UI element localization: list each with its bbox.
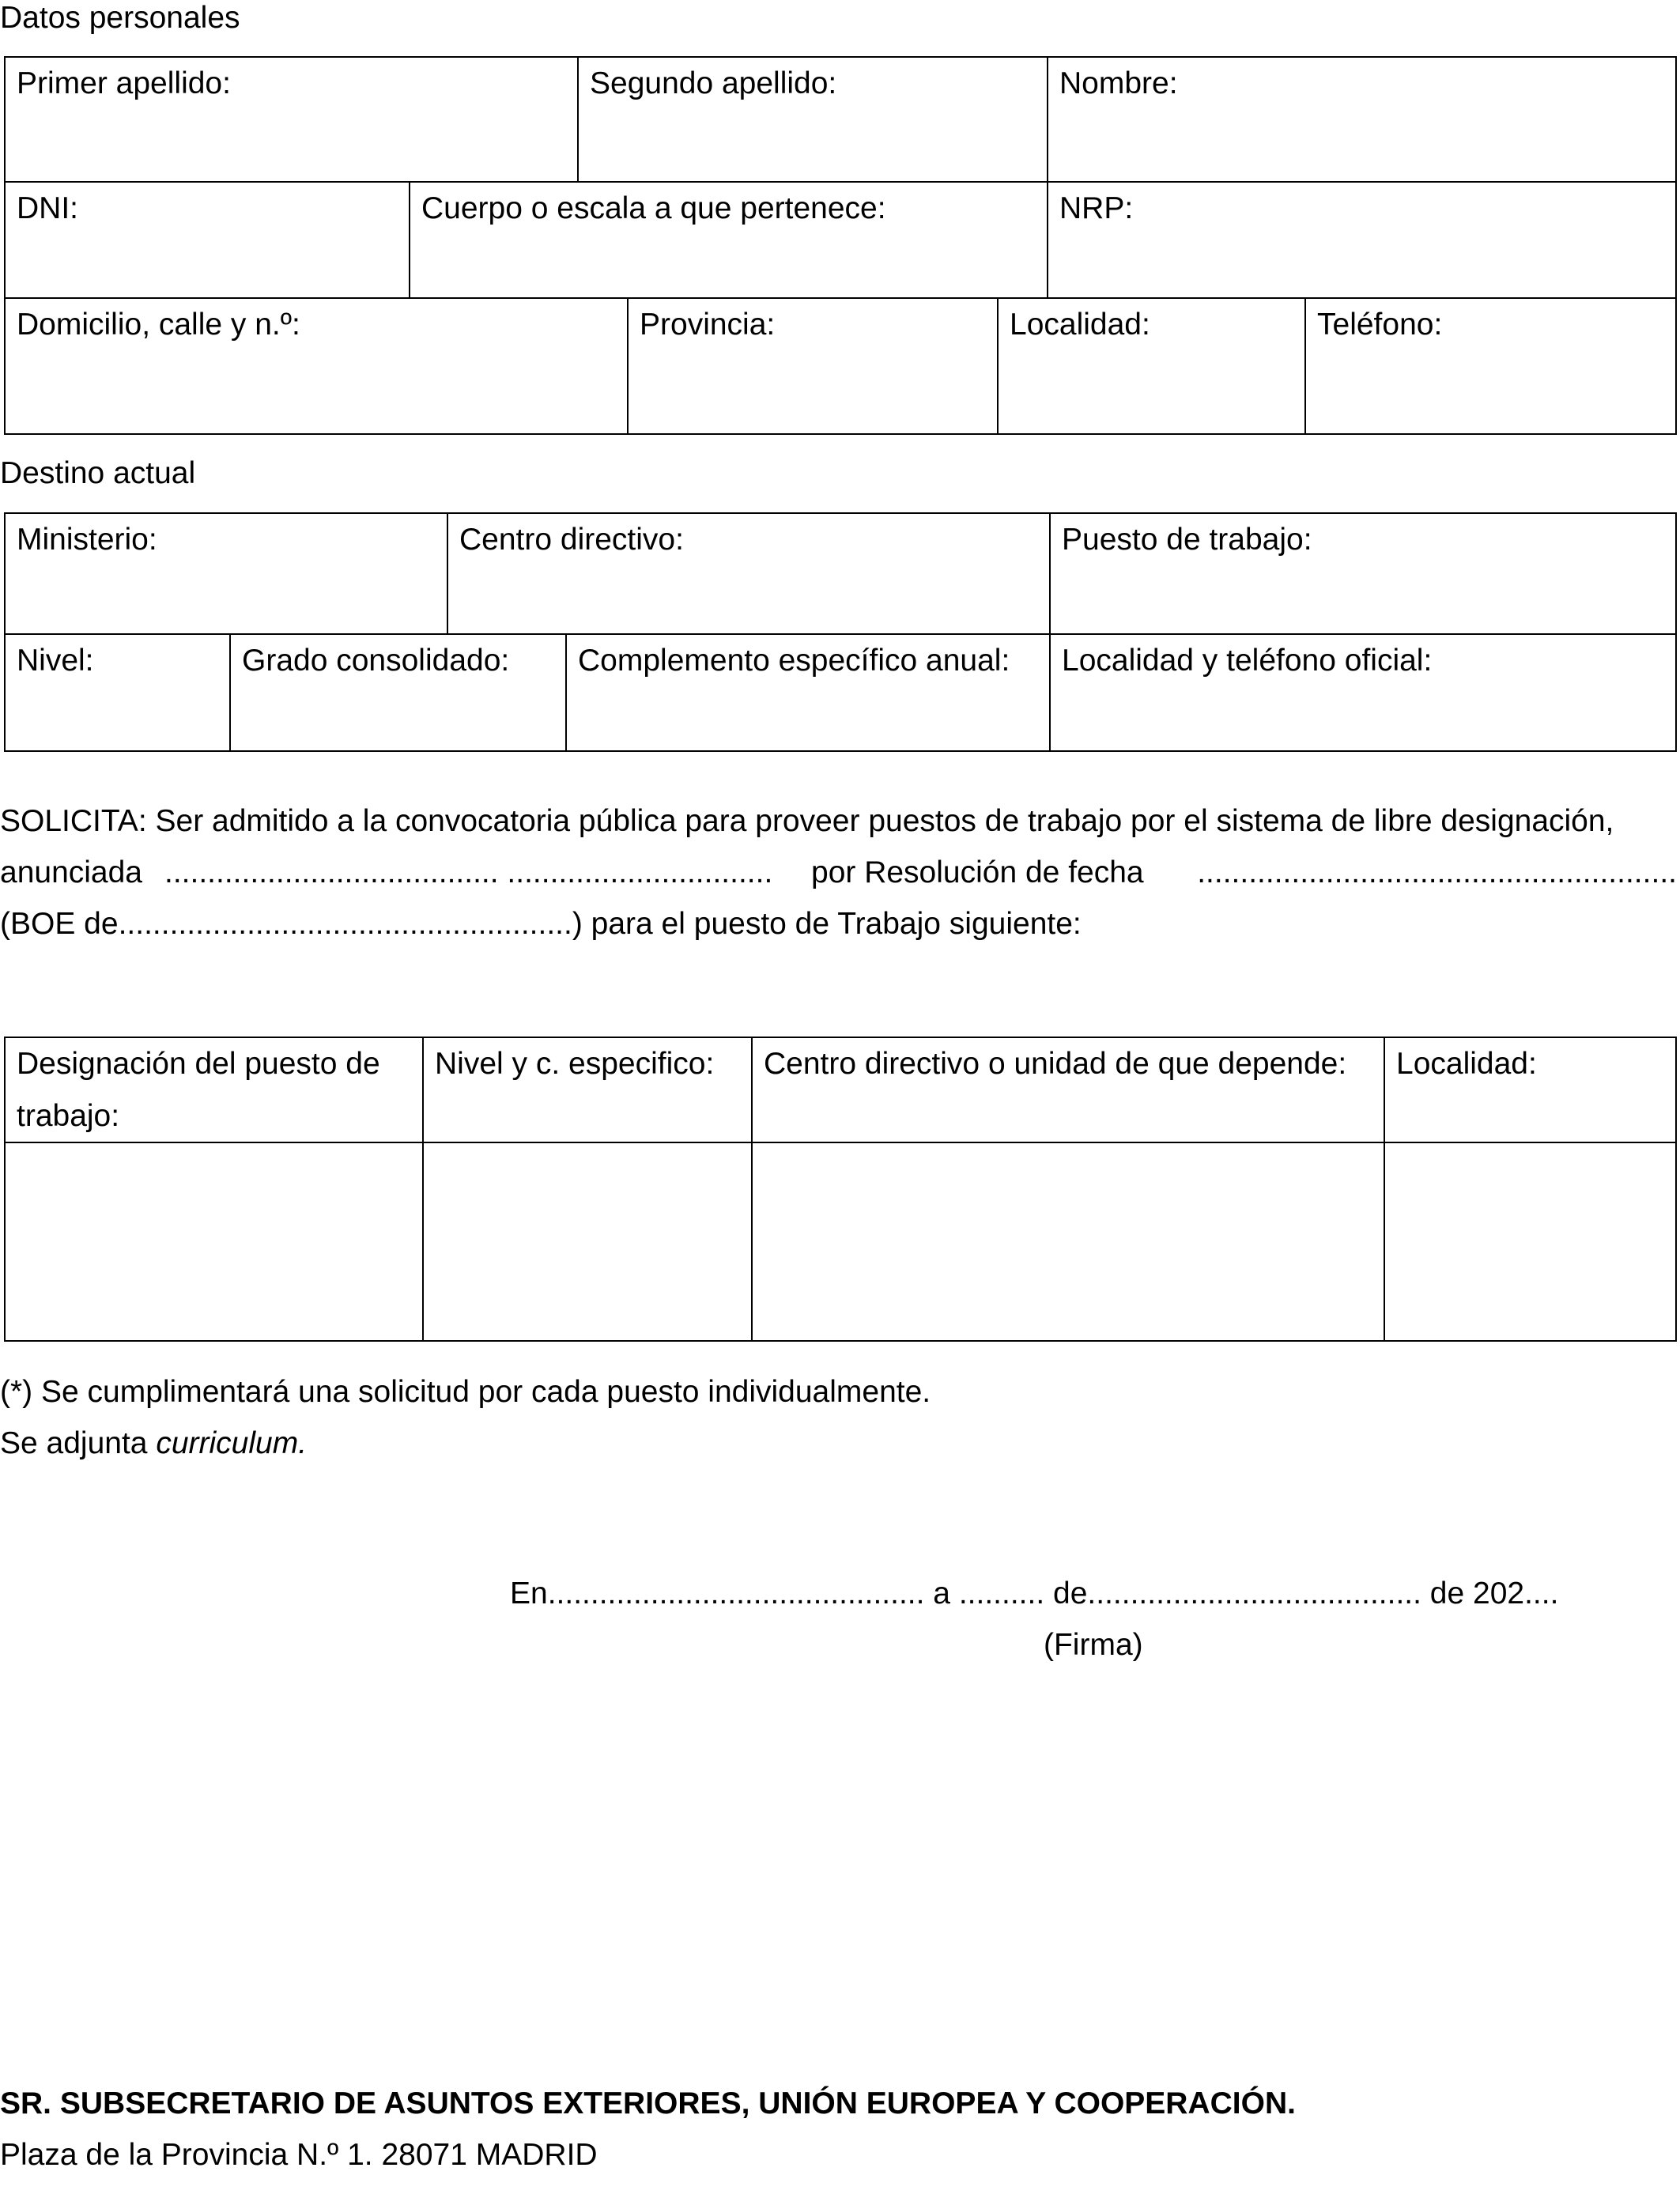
solicita-resolucion-label: por Resolución de fecha (811, 855, 1144, 889)
field-label: Primer apellido: (17, 66, 231, 100)
field-localidad[interactable] (999, 299, 1304, 434)
field-primer-apellido[interactable] (6, 58, 577, 181)
field-grado-consolidado[interactable] (231, 635, 565, 750)
note-curriculum (0, 1426, 307, 1463)
destino-actual-table (4, 512, 1677, 752)
note-curriculum-italic: curriculum. (156, 1426, 308, 1460)
column-header-label: Localidad: (1396, 1047, 1537, 1081)
section-heading-destino-actual: Destino actual (0, 456, 196, 490)
header-designacion-puesto (6, 1038, 422, 1142)
field-nivel[interactable] (6, 635, 229, 750)
column-header-label: Centro directivo o unidad de que depende: (764, 1047, 1347, 1081)
field-ministerio[interactable] (6, 514, 447, 633)
field-label: Grado consolidado: (242, 644, 510, 678)
field-puesto-de-trabajo[interactable] (1051, 514, 1675, 633)
field-label: Nombre: (1059, 66, 1178, 100)
input-localidad[interactable] (1385, 1143, 1675, 1340)
datos-personales-table (4, 56, 1677, 435)
field-label: Nivel: (17, 644, 94, 678)
field-label: DNI: (17, 191, 78, 225)
footer-addressee: SR. SUBSECRETARIO DE ASUNTOS EXTERIORES, UNIÓN EUROPEA Y COOPERACIÓN. (0, 2086, 1296, 2120)
puesto-solicitado-table (4, 1037, 1677, 1342)
field-label: Puesto de trabajo: (1062, 523, 1312, 557)
field-nombre[interactable] (1048, 58, 1675, 181)
solicita-anunciada-label: anunciada (0, 855, 142, 889)
column-header-label: Nivel y c. especifico: (435, 1047, 715, 1081)
field-centro-directivo[interactable] (448, 514, 1049, 633)
field-label: Segundo apellido: (590, 66, 837, 100)
field-nrp[interactable] (1048, 183, 1675, 297)
field-label: Centro directivo: (459, 523, 684, 557)
input-designacion-puesto[interactable] (6, 1143, 422, 1340)
field-localidad-telefono-oficial[interactable] (1051, 635, 1675, 750)
field-label: NRP: (1059, 191, 1134, 225)
solicita-anunciada-dots[interactable]: ....................................... ............................... (164, 855, 773, 889)
field-segundo-apellido[interactable] (579, 58, 1047, 181)
field-complemento-especifico[interactable] (567, 635, 1049, 750)
solicita-line-1: SOLICITA: Ser admitido a la convocatoria pública para proveer puestos de trabajo por el sistema de libre designación, (0, 804, 1614, 838)
note-una-solicitud: (*) Se cumplimentará una solicitud por cada puesto individualmente. (0, 1375, 931, 1409)
field-label: Localidad: (1010, 308, 1150, 342)
field-label: Localidad y teléfono oficial: (1062, 644, 1433, 678)
field-domicilio[interactable] (6, 299, 627, 434)
header-localidad (1385, 1038, 1675, 1142)
field-label: Domicilio, calle y n.º: (17, 308, 300, 342)
field-label: Complemento específico anual: (578, 644, 1010, 678)
header-nivel-especifico (424, 1038, 751, 1142)
field-telefono[interactable] (1306, 299, 1675, 434)
field-cuerpo-escala[interactable] (410, 183, 1047, 297)
note-curriculum-prefix: Se adjunta (0, 1426, 157, 1460)
firma-place-date-line[interactable]: En............................................ a .......... de....................................... de 202.... (510, 1577, 1559, 1611)
field-label: Provincia: (640, 308, 776, 342)
input-nivel-especifico[interactable] (424, 1143, 751, 1340)
field-label: Ministerio: (17, 523, 157, 557)
solicita-fecha-dots[interactable]: ........................................................ (1197, 855, 1677, 889)
field-label: Teléfono: (1317, 308, 1443, 342)
column-header-label: Designación del puesto de trabajo: (17, 1047, 380, 1133)
field-dni[interactable] (6, 183, 409, 297)
solicita-line-3: (BOE de.....................................................) para el puesto de Trabajo siguiente: (0, 907, 1082, 941)
header-centro-directivo-unidad (753, 1038, 1384, 1142)
input-centro-directivo-unidad[interactable] (753, 1143, 1384, 1340)
firma-label: (Firma) (1044, 1628, 1143, 1662)
footer-address: Plaza de la Provincia N.º 1. 28071 MADRID (0, 2138, 598, 2172)
field-label: Cuerpo o escala a que pertenece: (421, 191, 886, 225)
section-heading-datos-personales: Datos personales (0, 1, 240, 35)
field-provincia[interactable] (629, 299, 997, 434)
